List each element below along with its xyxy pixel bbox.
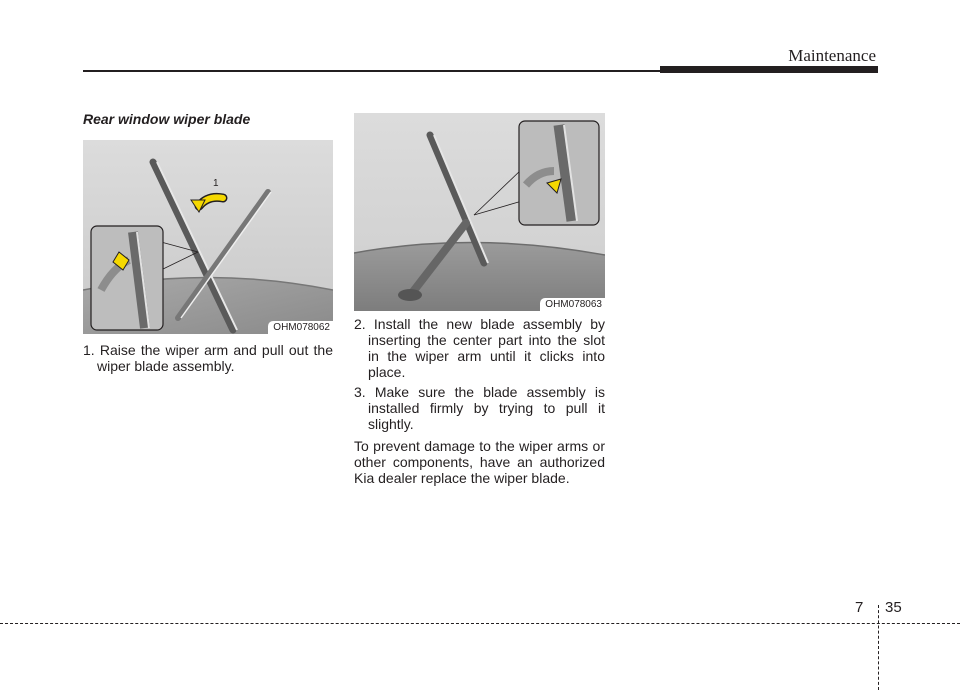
wiper-install-illustration bbox=[354, 113, 605, 311]
footer-divider bbox=[0, 623, 960, 624]
header-rule bbox=[83, 70, 663, 72]
page-number: 35 bbox=[885, 599, 902, 616]
chapter-number: 7 bbox=[855, 599, 864, 616]
step-3-text: 3. Make sure the blade assembly is installed firmly by trying to pull it slightly. bbox=[354, 384, 605, 432]
step-1-text: 1. Raise the wiper arm and pull out the wiper blade assembly. bbox=[83, 342, 333, 374]
callout-number: 1 bbox=[213, 178, 219, 189]
figure-remove-blade bbox=[83, 140, 333, 334]
figure-label: OHM078063 bbox=[540, 298, 605, 311]
header-rule-accent bbox=[660, 66, 878, 73]
dealer-note: To prevent damage to the wiper arms or other components, have an authorized Kia dealer replace the wiper blade. bbox=[354, 438, 605, 486]
figure-install-blade bbox=[354, 113, 605, 311]
step-2-text: 2. Install the new blade assembly by inserting the center part into the slot in the wiper arm until it clicks into place. bbox=[354, 316, 605, 380]
footer-vertical-divider bbox=[878, 605, 879, 690]
wiper-removal-illustration bbox=[83, 140, 333, 334]
section-title: Rear window wiper blade bbox=[83, 111, 251, 127]
header-title: Maintenance bbox=[788, 46, 876, 65]
figure-label: OHM078062 bbox=[268, 321, 333, 334]
